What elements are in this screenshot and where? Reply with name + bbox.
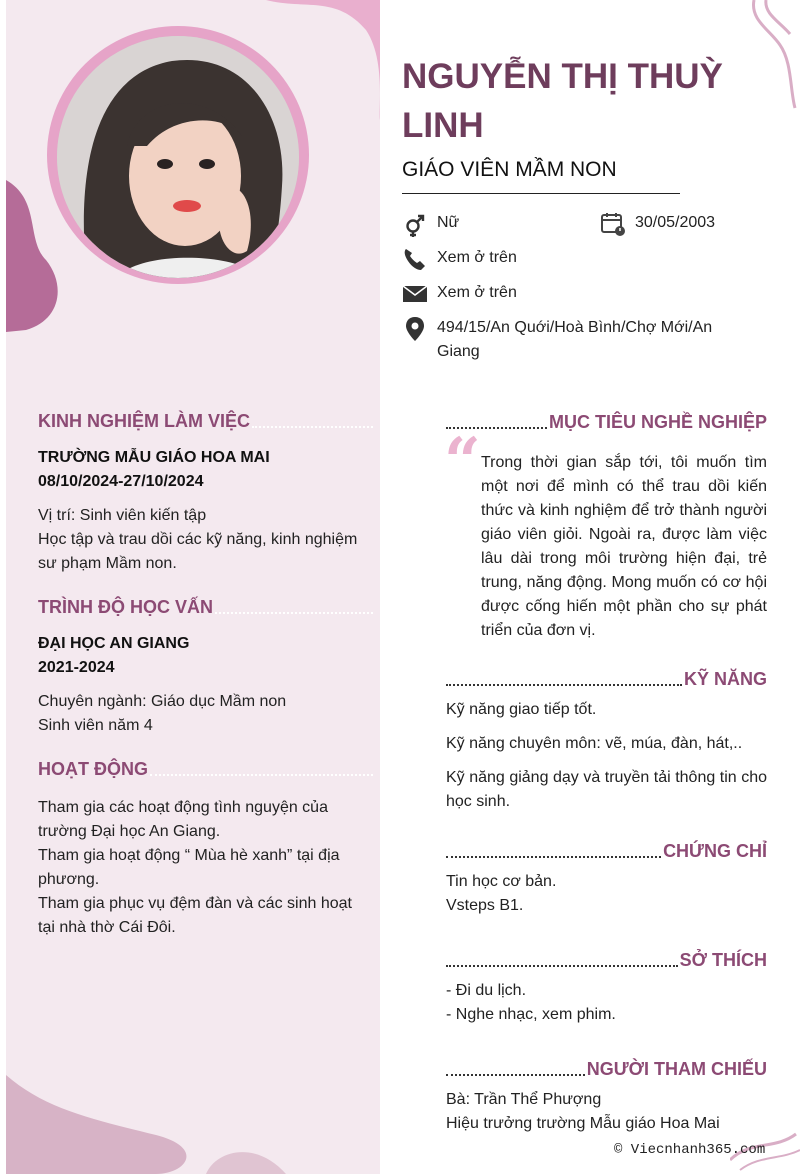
experience-org: TRƯỜNG MẪU GIÁO HOA MAI bbox=[38, 449, 270, 466]
objective-text: Trong thời gian sắp tới, tôi muốn tìm một nơi để mình có thể trau dồi kiến thức và kinh nghiệm để trở thành người giáo viên giỏi. Ngoài ra, được làm việc lâu dài trong môi trường hiện đại, trẻ trung, năng động. Mong muốn có cơ hội được cống hiến một phần cho sự phát triển của đơn vị. bbox=[481, 454, 767, 639]
hobby-item: - Nghe nhạc, xem phim. bbox=[446, 1006, 616, 1023]
gender-value: Nữ bbox=[437, 214, 460, 231]
quote-mark: “ bbox=[444, 424, 481, 499]
certificate-item: Vsteps B1. bbox=[446, 897, 524, 914]
hobbies-title-text: SỞ THÍCH bbox=[679, 950, 767, 970]
activities-section-title bbox=[38, 759, 373, 780]
experience-section-title bbox=[38, 411, 373, 432]
references-content bbox=[446, 1088, 767, 1136]
education-year: Sinh viên năm 4 bbox=[38, 717, 153, 734]
gender-icon bbox=[402, 211, 428, 237]
footer-watermark[interactable]: © Viecnhanh365.com bbox=[614, 1142, 766, 1158]
activity-item: Tham gia phục vụ đệm đàn và các sinh hoạt tại nhà thờ Cái Đôi. bbox=[38, 895, 352, 936]
phone-row bbox=[402, 246, 517, 272]
phone-value: Xem ở trên bbox=[437, 249, 517, 266]
reference-role: Hiệu trưởng trường Mẫu giáo Hoa Mai bbox=[446, 1115, 720, 1132]
activities-title-text: HOẠT ĐỘNG bbox=[38, 759, 148, 779]
title-divider bbox=[402, 193, 680, 194]
email-value: Xem ở trên bbox=[437, 284, 517, 301]
references-section-title bbox=[446, 1059, 767, 1080]
skills-section-title bbox=[446, 669, 767, 690]
education-period: 2021-2024 bbox=[38, 659, 115, 676]
education-school: ĐẠI HỌC AN GIANG bbox=[38, 635, 190, 652]
education-content bbox=[38, 632, 358, 738]
objective-title-text: MỤC TIÊU NGHỀ NGHIỆP bbox=[548, 412, 767, 432]
experience-period: 08/10/2024-27/10/2024 bbox=[38, 473, 204, 490]
birthdate-value: 30/05/2003 bbox=[635, 214, 716, 231]
email-row bbox=[402, 281, 517, 307]
envelope-icon bbox=[402, 281, 428, 307]
experience-position: Vị trí: Sinh viên kiến tập bbox=[38, 507, 207, 524]
skill-item: Kỹ năng giảng dạy và truyền tải thông tin cho học sinh. bbox=[446, 769, 767, 810]
reference-name: Bà: Trần Thể Phượng bbox=[446, 1091, 602, 1108]
education-major: Chuyên ngành: Giáo dục Mầm non bbox=[38, 693, 287, 710]
certificates-content bbox=[446, 870, 767, 918]
skills-title-text: KỸ NĂNG bbox=[683, 669, 767, 689]
address-row bbox=[402, 316, 747, 364]
references-title-text: NGƯỜI THAM CHIẾU bbox=[586, 1059, 767, 1079]
skill-item: Kỹ năng chuyên môn: vẽ, múa, đàn, hát,.. bbox=[446, 735, 743, 752]
avatar bbox=[57, 36, 299, 278]
activities-content bbox=[38, 796, 353, 940]
hobbies-content bbox=[446, 979, 767, 1027]
birthdate-row bbox=[600, 211, 715, 237]
activity-item: Tham gia hoạt động “ Mùa hè xanh” tại địa phương. bbox=[38, 847, 340, 888]
phone-icon bbox=[402, 246, 428, 272]
name-line-1: NGUYỄN THỊ THUỲ bbox=[402, 57, 723, 96]
experience-description: Học tập và trau dồi các kỹ năng, kinh nghiệm sư phạm Mầm non. bbox=[38, 531, 358, 572]
job-title: GIÁO VIÊN MẦM NON bbox=[402, 158, 617, 181]
experience-title-text: KINH NGHIỆM LÀM VIỆC bbox=[38, 411, 251, 431]
activity-item: Tham gia các hoạt động tình nguyện của trường Đại học An Giang. bbox=[38, 799, 328, 840]
hobbies-section-title bbox=[446, 950, 767, 971]
gender-row bbox=[402, 211, 459, 237]
certificate-item: Tin học cơ bản. bbox=[446, 873, 557, 890]
objective-section-title bbox=[446, 412, 767, 433]
full-name bbox=[402, 52, 782, 150]
address-value: 494/15/An Quới/Hoà Bình/Chợ Mới/An Giang bbox=[437, 319, 713, 360]
skill-item: Kỹ năng giao tiếp tốt. bbox=[446, 701, 597, 718]
skills-content bbox=[446, 698, 767, 814]
experience-content bbox=[38, 446, 358, 576]
certificates-section-title bbox=[446, 841, 767, 862]
certificates-title-text: CHỨNG CHỈ bbox=[663, 841, 767, 861]
calendar-icon bbox=[600, 211, 626, 237]
education-title-text: TRÌNH ĐỘ HỌC VẤN bbox=[38, 597, 213, 617]
location-pin-icon bbox=[402, 316, 428, 342]
name-line-2: LINH bbox=[402, 106, 484, 145]
hobby-item: - Đi du lịch. bbox=[446, 982, 527, 999]
education-section-title bbox=[38, 597, 373, 618]
